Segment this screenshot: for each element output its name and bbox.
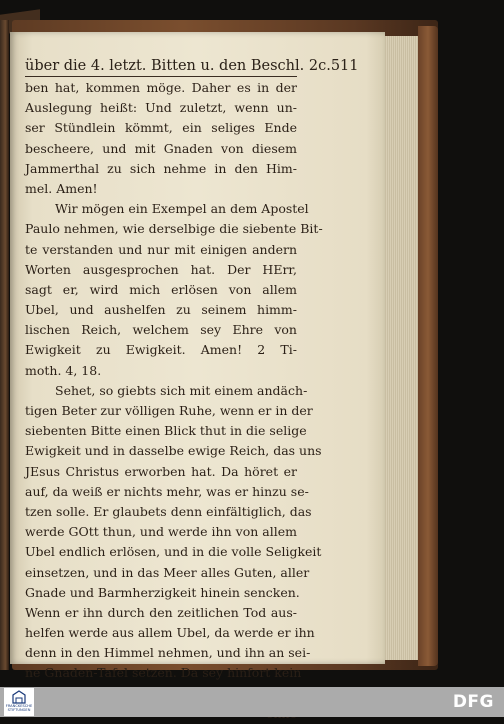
text-line: Ewigkeit und in dasselbe ewige Reich, das uns: [25, 443, 322, 459]
text-line: Wir mögen ein Exempel an dem Apostel: [55, 201, 309, 217]
text-block: [25, 78, 323, 724]
text-line: werde GOtt thun, und werde ihn von allem: [25, 524, 297, 540]
text-line: ne Gnaden-Tafel setzen. Da sey hinfort kein: [25, 665, 302, 681]
text-line: bescheere, und mit Gnaden von diesem: [25, 140, 297, 156]
text-line: te verstanden und nur mit einigen andern: [25, 241, 297, 257]
text-line: moth. 4, 18.: [25, 362, 102, 378]
text-line: siebenten Bitte einen Blick thut in die selige: [25, 423, 307, 439]
text-line: einsetzen, und in das Meer alles Guten, aller: [25, 564, 310, 580]
viewer-footer-bar: [0, 687, 504, 717]
page-number: 511: [330, 58, 359, 74]
text-line: ben hat, kommen möge. Daher es in der: [25, 80, 297, 95]
emblem-icon: [11, 690, 27, 704]
dfg-logo[interactable]: DFG: [452, 692, 494, 712]
text-line: Auslegung heißt: Und zuletzt, wenn un-: [25, 100, 297, 116]
left-binding-edge: [0, 20, 9, 670]
text-line: Jammerthal zu sich nehme in den Him-: [25, 160, 297, 176]
text-line: Wenn er ihn durch den zeitlichen Tod aus-: [25, 604, 297, 620]
franckesche-stiftungen-logo[interactable]: [4, 688, 34, 716]
header-title: über die 4. letzt. Bitten u. den Beschl. 2c.: [25, 58, 331, 74]
text-line: JEsus Christus erworben hat. Da höret er: [25, 463, 297, 479]
page-edges: [384, 36, 420, 660]
text-line: Sehet, so giebts sich mit einem andäch-: [55, 382, 308, 398]
text-line: ser Stündlein kömmt, ein seliges Ende: [25, 120, 297, 136]
text-line: sagt er, wird mich erlösen von allem: [25, 281, 297, 297]
text-line: Ubel endlich erlösen, und in die volle Seligkeit: [25, 544, 322, 560]
text-line: Gnade und Barmherzigkeit hinein sencken.: [25, 584, 300, 600]
text-line: auf, da weiß er nichts mehr, was er hinzu se-: [25, 483, 309, 499]
running-header: [25, 52, 359, 74]
cover-right-edge: [418, 26, 438, 666]
header-rule: [25, 76, 297, 77]
logo-text-line2: STIFTUNGEN: [7, 708, 31, 712]
text-line: denn in den Himmel nehmen, und ihn an sei-: [25, 645, 311, 661]
text-line: Paulo nehmen, wie derselbige die siebente Bit-: [25, 221, 323, 237]
text-line: lischen Reich, welchem sey Ehre von: [25, 322, 297, 338]
text-line: Worten ausgesprochen hat. Der HErr,: [25, 261, 297, 277]
text-line: mel. Amen!: [25, 180, 98, 196]
logo-text-line1: FRANCKESCHE: [5, 704, 33, 708]
text-line: Ewigkeit zu Ewigkeit. Amen! 2 Ti-: [25, 342, 297, 358]
text-line: tigen Beter zur völligen Ruhe, wenn er in der: [25, 403, 313, 418]
text-line: Ubel, und aushelfen zu seinem himm-: [25, 302, 297, 318]
text-line: tzen solle. Er glaubets denn einfältiglich, das: [25, 503, 312, 519]
text-line: helfen werde aus allem Ubel, da werde er ihn: [25, 625, 315, 641]
